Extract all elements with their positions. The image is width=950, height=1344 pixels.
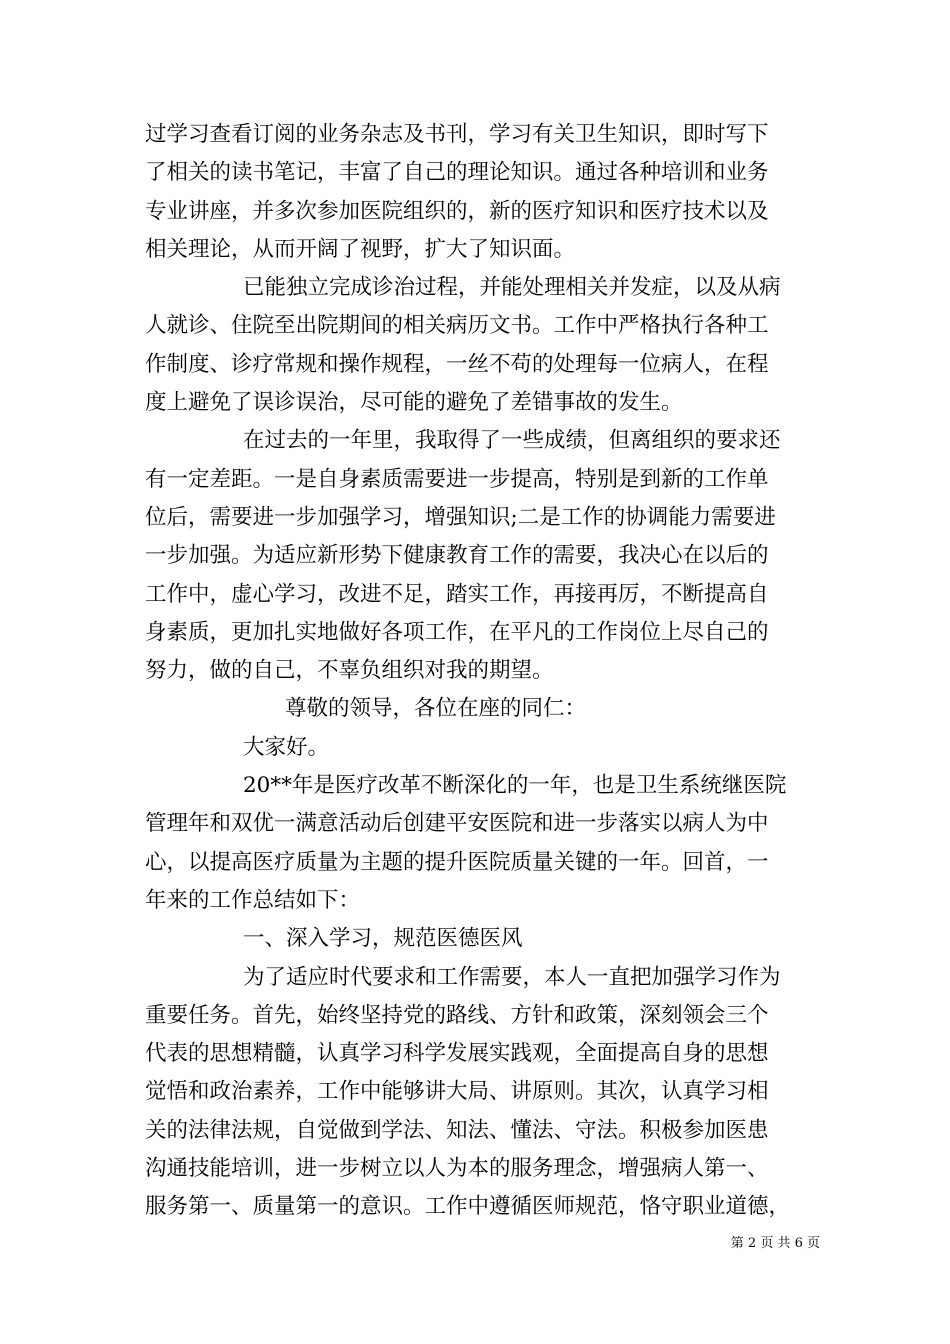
text-line: 人就诊、住院至出院期间的相关病历文书。工作中严格执行各种工 (145, 313, 769, 339)
text-line: 重要任务。首先，始终坚持党的路线、方针和政策，深刻领会三个 (145, 1002, 769, 1028)
text-line: 了相关的读书笔记，丰富了自己的理论知识。通过各种培训和业务 (145, 160, 769, 186)
text-line: 努力，做的自己，不辜负组织对我的期望。 (145, 658, 554, 684)
text-line: 关的法律法规，自觉做到学法、知法、懂法、守法。积极参加医患 (145, 1117, 769, 1143)
text-line: 工作中，虚心学习，改进不足，踏实工作，再接再厉，不断提高自 (145, 581, 769, 607)
page-number: 第 2 页 共 6 页 (730, 1236, 820, 1251)
text-line: 相关理论，从而开阔了视野，扩大了知识面。 (145, 236, 576, 262)
text-line: 沟通技能培训，进一步树立以人为本的服务理念，增强病人第一、 (145, 1156, 769, 1182)
text-line: 觉悟和政治素养，工作中能够讲大局、讲原则。其次，认真学习相 (145, 1079, 769, 1105)
section-heading: 一、深入学习，规范医德医风 (243, 926, 523, 952)
text-line: 有一定差距。一是自身素质需要进一步提高，特别是到新的工作单 (145, 466, 769, 492)
text-line: 作制度、诊疗常规和操作规程，一丝不苟的处理每一位病人，在程 (145, 351, 769, 377)
salutation: 尊敬的领导，各位在座的同仁： (285, 696, 587, 722)
document-body (145, 116, 825, 1227)
text-line: 年来的工作总结如下： (145, 887, 361, 913)
text-line: 心，以提高医疗质量为主题的提升医院质量关键的一年。回首，一 (145, 849, 769, 875)
paragraph-first-line: 在过去的一年里，我取得了一些成绩，但离组织的要求还 (243, 428, 781, 454)
paragraph-first-line: 20**年是医疗改革不断深化的一年，也是卫生系统继医院 (243, 773, 787, 799)
paragraph-first-line: 为了适应时代要求和工作需要，本人一直把加强学习作为 (243, 964, 781, 990)
text-line: 位后，需要进一步加强学习，增强知识;二是工作的协调能力需要进 (145, 504, 776, 530)
text-line: 服务第一、质量第一的意识。工作中遵循医师规范，恪守职业道德， (145, 1194, 791, 1220)
text-line: 代表的思想精髓，认真学习科学发展实践观，全面提高自身的思想 (145, 1041, 769, 1067)
text-line: 管理年和双优一满意活动后创建平安医院和进一步落实以病人为中 (145, 811, 769, 837)
paragraph-first-line: 已能独立完成诊治过程，并能处理相关并发症，以及从病 (243, 275, 781, 301)
text-line: 专业讲座，并多次参加医院组织的，新的医疗知识和医疗技术以及 (145, 198, 769, 224)
text-line: 身素质，更加扎实地做好各项工作，在平凡的工作岗位上尽自己的 (145, 619, 769, 645)
text-line: 度上避免了误诊误治，尽可能的避免了差错事故的发生。 (145, 390, 683, 416)
text-line: 一步加强。为适应新形势下健康教育工作的需要，我决心在以后的 (145, 543, 769, 569)
text-line: 过学习查看订阅的业务杂志及书刊，学习有关卫生知识，即时写下 (145, 122, 769, 147)
greeting: 大家好。 (243, 734, 330, 760)
